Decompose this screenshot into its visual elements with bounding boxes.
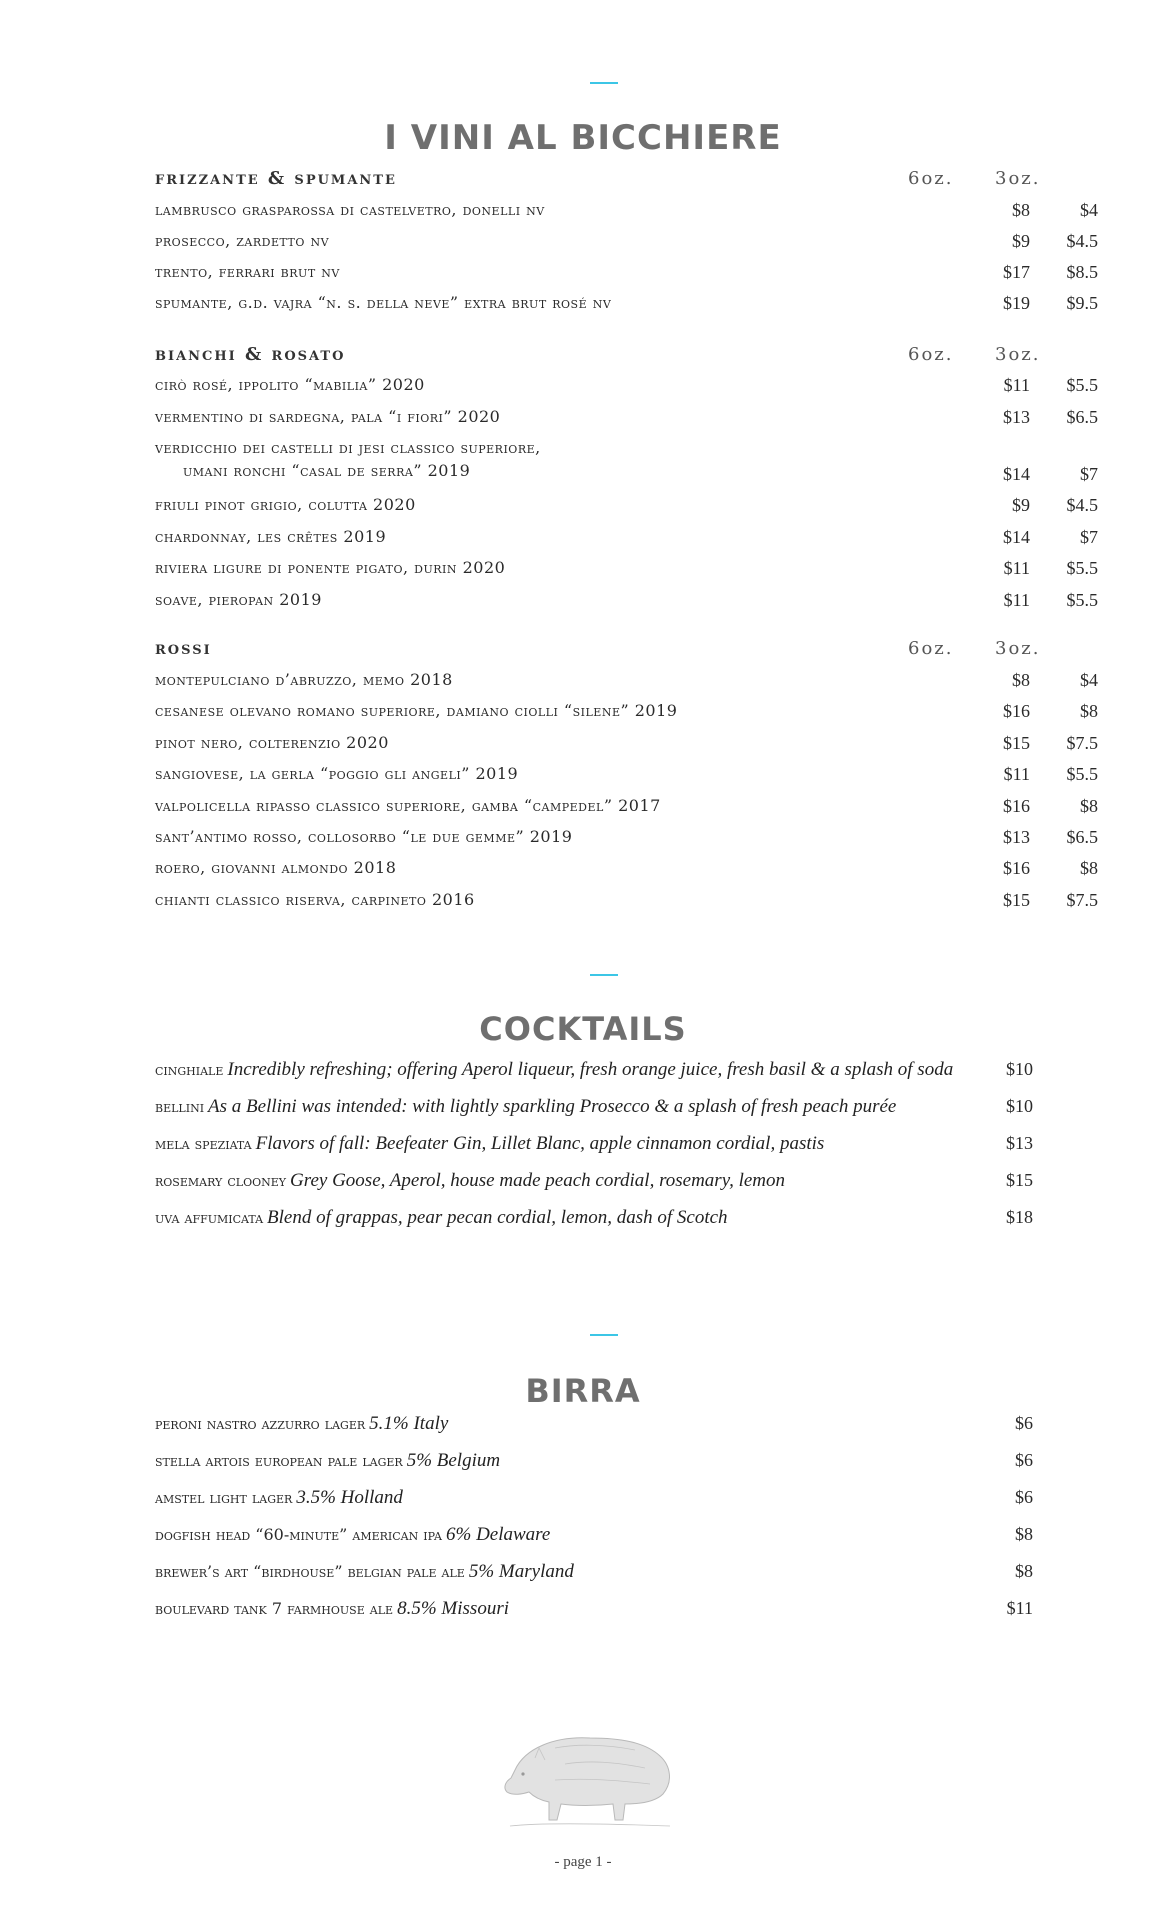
price-6oz: $15: [1003, 890, 1030, 910]
beer-name: [155, 1524, 550, 1546]
cocktail-name: [155, 1096, 896, 1118]
col-6oz-label: 6oz.: [908, 638, 954, 659]
beer-description: 5.1% Italy: [369, 1413, 449, 1434]
price-6oz: $9: [1012, 495, 1030, 515]
cocktail-description: Incredibly refreshing; offering Aperol liqueur, fresh orange juice, fresh basil & a splash of soda: [227, 1059, 954, 1080]
wines-title: I VINI AL BICCHIERE: [384, 118, 782, 158]
price-3oz: $8: [1080, 858, 1098, 878]
beer-title: stella artois european pale lager: [155, 1451, 403, 1470]
price-3oz: $5.5: [1066, 590, 1098, 610]
price-3oz: $6.5: [1066, 407, 1098, 427]
wine-row: [155, 590, 1098, 620]
price-3oz: $7: [1080, 464, 1098, 484]
cocktail-title: mela speziata: [155, 1134, 252, 1153]
price-6oz: $17: [1003, 262, 1030, 282]
wine-name: montepulciano d’abruzzo, memo 2018: [155, 670, 453, 689]
beer-name: [155, 1487, 403, 1509]
wine-name: roero, giovanni almondo 2018: [155, 858, 397, 877]
price-3oz: $6.5: [1066, 827, 1098, 847]
price-6oz: $13: [1003, 407, 1030, 427]
wine-row: [155, 558, 1098, 588]
cocktail-name: [155, 1170, 785, 1192]
col-6oz-label: 6oz.: [908, 344, 954, 365]
wine-row: [155, 527, 1098, 557]
wine-row: [155, 701, 1098, 731]
wine-name: [155, 438, 541, 480]
wine-name: pinot nero, colterenzio 2020: [155, 733, 389, 752]
divider-dash: [590, 82, 618, 84]
wine-row: [155, 858, 1098, 888]
price-6oz: $11: [1003, 558, 1030, 578]
price-6oz: $11: [1003, 590, 1030, 610]
cocktail-name: [155, 1207, 728, 1229]
beer-row: [155, 1487, 1033, 1517]
wine-row: [155, 200, 1098, 230]
wine-row: [155, 796, 1098, 826]
wine-row: [155, 670, 1098, 700]
divider-dash: [590, 974, 618, 976]
price-3oz: $4: [1080, 670, 1098, 690]
wine-row: [155, 827, 1098, 857]
wine-row: [155, 375, 1098, 405]
beer-row: [155, 1450, 1033, 1480]
beer-title: BIRRA: [525, 1372, 641, 1410]
beer-name: [155, 1561, 574, 1583]
wine-name-line-2: umani ronchi “casal de serra” 2019: [183, 461, 471, 480]
wine-group-header: [155, 344, 1041, 374]
wine-name: trento, ferrari brut nv: [155, 262, 340, 281]
beer-price: $8: [1015, 1524, 1033, 1544]
beer-title: brewer’s art “birdhouse” belgian pale ale: [155, 1562, 465, 1581]
price-6oz: $9: [1012, 231, 1030, 251]
page-number: - page 1 -: [554, 1854, 612, 1870]
beer-title: boulevard tank 7 farmhouse ale: [155, 1599, 394, 1618]
wine-name: friuli pinot grigio, colutta 2020: [155, 495, 416, 514]
wine-group-name: bianchi & rosato: [155, 344, 346, 365]
cocktail-description: Flavors of fall: Beefeater Gin, Lillet Blanc, apple cinnamon cordial, pastis: [255, 1133, 825, 1154]
cocktail-title: rosemary clooney: [155, 1171, 287, 1190]
wine-row: [155, 764, 1098, 794]
wine-name: spumante, g.d. vajra “n. s. della neve” extra brut rosé nv: [155, 293, 612, 312]
cocktail-title: uva affumicata: [155, 1208, 264, 1227]
wine-row: [155, 293, 1098, 323]
beer-description: 6% Delaware: [446, 1524, 551, 1545]
wine-row: [155, 495, 1098, 525]
cocktail-title: cinghiale: [155, 1060, 224, 1079]
price-6oz: $19: [1003, 293, 1030, 313]
cocktail-price: $13: [1006, 1133, 1033, 1153]
price-3oz: $8: [1080, 701, 1098, 721]
beer-price: $6: [1015, 1487, 1033, 1507]
price-6oz: $8: [1012, 200, 1030, 220]
cocktail-description: As a Bellini was intended: with lightly sparkling Prosecco & a splash of fresh peach purée: [208, 1096, 897, 1117]
boar-illustration: [495, 1708, 681, 1834]
beer-price: $11: [1006, 1598, 1033, 1618]
cocktail-price: $15: [1006, 1170, 1033, 1190]
cocktail-price: $18: [1006, 1207, 1033, 1227]
wine-name: cesanese olevano romano superiore, damiano ciolli “silene” 2019: [155, 701, 678, 720]
cocktail-price: $10: [1006, 1059, 1033, 1079]
beer-description: 8.5% Missouri: [397, 1598, 509, 1619]
col-6oz-label: 6oz.: [908, 168, 954, 189]
beer-description: 5% Belgium: [406, 1450, 501, 1471]
beer-name: [155, 1413, 448, 1435]
wine-name: valpolicella ripasso classico superiore, gamba “campedel” 2017: [155, 796, 661, 815]
price-3oz: $8: [1080, 796, 1098, 816]
cocktail-title: bellini: [155, 1097, 205, 1116]
wine-row: [155, 890, 1098, 920]
beer-price: $6: [1015, 1450, 1033, 1470]
beer-price: $8: [1015, 1561, 1033, 1581]
wine-row: [155, 262, 1098, 292]
wine-name: sangiovese, la gerla “poggio gli angeli” 2019: [155, 764, 519, 783]
beer-description: 3.5% Holland: [296, 1487, 403, 1508]
price-6oz: $16: [1003, 701, 1030, 721]
price-6oz: $8: [1012, 670, 1030, 690]
wine-name: sant’antimo rosso, collosorbo “le due gemme” 2019: [155, 827, 573, 846]
price-6oz: $14: [1003, 464, 1030, 484]
cocktail-row: [155, 1059, 1033, 1089]
beer-title: peroni nastro azzurro lager: [155, 1414, 366, 1433]
wine-name: chardonnay, les crêtes 2019: [155, 527, 387, 546]
price-3oz: $5.5: [1066, 558, 1098, 578]
beer-description: 5% Maryland: [468, 1561, 574, 1582]
wine-name: soave, pieropan 2019: [155, 590, 322, 609]
wine-name: vermentino di sardegna, pala “i fiori” 2020: [155, 407, 501, 426]
price-6oz: $13: [1003, 827, 1030, 847]
price-3oz: $7.5: [1066, 890, 1098, 910]
wine-row: [155, 407, 1098, 437]
price-3oz: $8.5: [1066, 262, 1098, 282]
price-6oz: $15: [1003, 733, 1030, 753]
wine-group-name: frizzante & spumante: [155, 168, 397, 189]
beer-row: [155, 1413, 1033, 1443]
wine-name-line-1: verdicchio dei castelli di jesi classico superiore,: [155, 438, 541, 457]
beer-title: amstel light lager: [155, 1488, 293, 1507]
price-3oz: $4.5: [1066, 231, 1098, 251]
beer-price: $6: [1015, 1413, 1033, 1433]
col-3oz-label: 3oz.: [995, 638, 1041, 659]
beer-row: [155, 1598, 1033, 1628]
divider-dash: [590, 1334, 618, 1336]
beer-row: [155, 1561, 1033, 1591]
beer-name: [155, 1598, 509, 1620]
beer-name: [155, 1450, 500, 1472]
wine-name: prosecco, zardetto nv: [155, 231, 330, 250]
price-6oz: $14: [1003, 527, 1030, 547]
cocktail-row: [155, 1133, 1033, 1163]
price-3oz: $5.5: [1066, 764, 1098, 784]
price-3oz: $7: [1080, 527, 1098, 547]
col-3oz-label: 3oz.: [995, 168, 1041, 189]
wine-row: [155, 733, 1098, 763]
price-3oz: $5.5: [1066, 375, 1098, 395]
cocktail-name: [155, 1059, 953, 1081]
cocktail-description: Grey Goose, Aperol, house made peach cordial, rosemary, lemon: [290, 1170, 786, 1191]
price-3oz: $9.5: [1066, 293, 1098, 313]
cocktail-name: [155, 1133, 824, 1155]
cocktail-description: Blend of grappas, pear pecan cordial, lemon, dash of Scotch: [267, 1207, 728, 1228]
wine-name: cirò rosé, ippolito “mabilia” 2020: [155, 375, 425, 394]
price-3oz: $7.5: [1066, 733, 1098, 753]
beer-title: dogfish head “60-minute” american ipa: [155, 1525, 442, 1544]
wine-name: chianti classico riserva, carpineto 2016: [155, 890, 475, 909]
cocktail-row: [155, 1207, 1033, 1237]
beer-row: [155, 1524, 1033, 1554]
price-6oz: $11: [1003, 764, 1030, 784]
wine-name: riviera ligure di ponente pigato, durin 2020: [155, 558, 506, 577]
price-3oz: $4: [1080, 200, 1098, 220]
wine-name: lambrusco grasparossa di castelvetro, donelli nv: [155, 200, 545, 219]
price-6oz: $16: [1003, 796, 1030, 816]
cocktail-row: [155, 1170, 1033, 1200]
price-3oz: $4.5: [1066, 495, 1098, 515]
price-6oz: $11: [1003, 375, 1030, 395]
wine-group-header: [155, 638, 1041, 668]
wine-row: [155, 231, 1098, 261]
cocktail-price: $10: [1006, 1096, 1033, 1116]
cocktails-title: COCKTAILS: [479, 1010, 687, 1048]
wine-group-name: rossi: [155, 638, 212, 659]
wine-row: [155, 438, 1098, 496]
price-6oz: $16: [1003, 858, 1030, 878]
wine-group-header: [155, 168, 1041, 198]
cocktail-row: [155, 1096, 1033, 1126]
col-3oz-label: 3oz.: [995, 344, 1041, 365]
